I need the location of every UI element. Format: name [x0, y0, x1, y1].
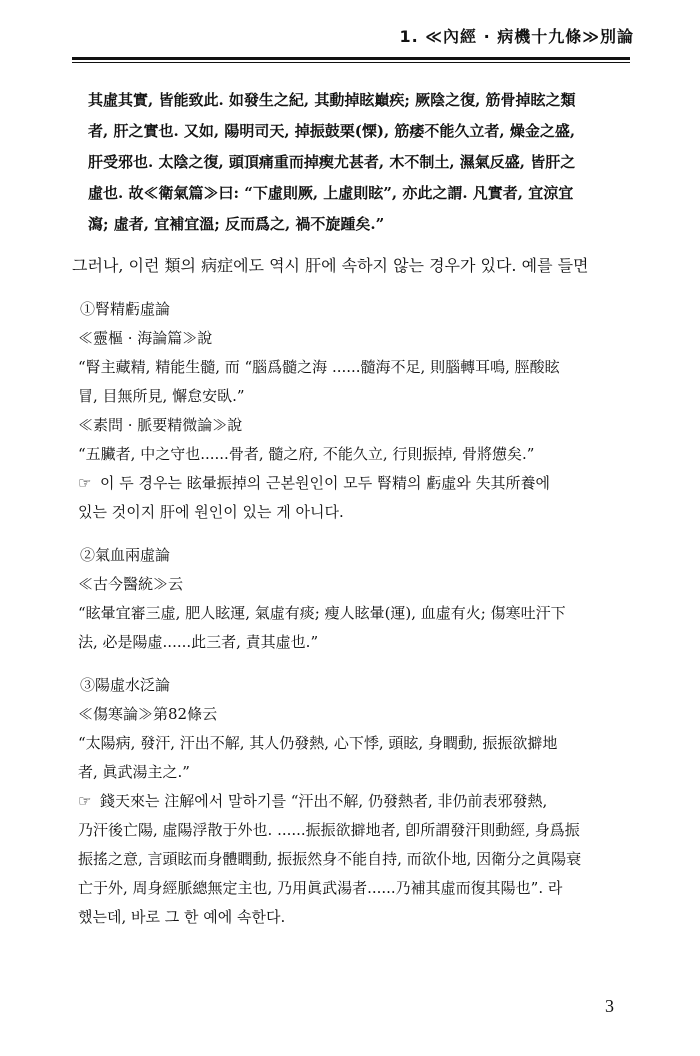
quote-line: 其虛其實, 皆能致此. 如發生之紀, 其動掉眩巔疾; 厥陰之復, 筋骨掉眩之類: [88, 91, 576, 109]
quote-line: 虛也. 故≪衛氣篇≫曰: “下虛則厥, 上虛則眩”, 亦此之謂. 凡實者, 宜涼宜: [88, 184, 574, 202]
section-title: ③陽虛水泛論: [80, 676, 171, 694]
section-line: “太陽病, 發汗, 汗出不解, 其人仍發熱, 心下悸, 頭眩, 身瞤動, 振振欲擗地: [78, 734, 558, 752]
page-number: 3: [605, 996, 614, 1016]
pointing-hand-icon: ☞: [78, 792, 92, 810]
section-kidney-essence: [72, 295, 628, 527]
page-content: [72, 85, 628, 932]
section-line: 冒, 目無所見, 懈怠安臥.”: [78, 387, 245, 405]
note-text: 이 두 경우는 眩暈振掉의 근본원인이 모두 腎精의 虧虛와 失其所養에: [100, 474, 550, 492]
running-header: 1. ≪內經 · 病機十九條≫別論: [399, 27, 634, 46]
note-text: 錢天來는 注解에서 말하기를 “汗出不解, 仍發熱者, 非仍前表邪發熱,: [100, 792, 548, 810]
note-line: 있는 것이지 肝에 원인이 있는 게 아니다.: [78, 503, 344, 521]
quote-line: 瀉; 虛者, 宜補宜溫; 反而爲之, 禍不旋踵矣.”: [88, 215, 385, 233]
section-title: ②氣血兩虛論: [80, 546, 171, 564]
section-line: “五臟者, 中之守也......骨者, 髓之府, 不能久立, 行則振掉, 骨將憊矣.”: [78, 445, 535, 463]
header-rule-thin: [72, 62, 630, 63]
note-line: 振搖之意, 言頭眩而身體瞤動, 振振然身不能自持, 而欲仆地, 因衛分之眞陽衰: [78, 850, 582, 868]
note-line: 했는데, 바로 그 한 예에 속한다.: [78, 908, 286, 926]
section-line: ≪古今醫統≫云: [78, 575, 184, 593]
quote-line: 肝受邪也. 太陰之復, 頭頂痛重而掉瘈尤甚者, 木不制土, 濕氣反盛, 皆肝之: [88, 153, 576, 171]
note-line: [78, 469, 628, 498]
intro-paragraph: 그러나, 이런 類의 病症에도 역시 肝에 속하지 않는 경우가 있다. 예를 들면: [72, 256, 589, 275]
section-line: ≪傷寒論≫第82條云: [78, 705, 218, 723]
note-line: 亡于外, 周身經脈總無定主也, 乃用眞武湯者......乃補其虛而復其陽也”. 라: [78, 879, 563, 897]
header-rule-thick: [72, 57, 630, 60]
section-line: “腎主藏精, 精能生髓, 而 “腦爲髓之海 ......髓海不足, 則腦轉耳鳴, 脛酸眩: [78, 358, 560, 376]
section-line: ≪靈樞 · 海論篇≫說: [78, 329, 213, 347]
section-title: ①腎精虧虛論: [80, 300, 171, 318]
note-line: 乃汗後亡陽, 虛陽浮散于外也. ......振振欲擗地者, 卽所謂發汗則動經, 身爲振: [78, 821, 580, 839]
section-line: “眩暈宜審三虛, 肥人眩運, 氣虛有痰; 瘦人眩暈(運), 血虛有火; 傷寒吐汗下: [78, 604, 566, 622]
section-yang-water: [72, 671, 628, 932]
section-qi-blood: [72, 541, 628, 657]
opening-quote: [72, 85, 628, 240]
section-line: ≪素問 · 脈要精微論≫說: [78, 416, 243, 434]
section-line: 者, 眞武湯主之.”: [78, 763, 190, 781]
quote-line: 者, 肝之實也. 又如, 陽明司天, 掉振鼓栗(慄), 筋痿不能久立者, 燥金之盛,: [88, 122, 576, 140]
pointing-hand-icon: ☞: [78, 474, 92, 492]
note-line: [78, 787, 628, 816]
section-line: 法, 必是陽虛......此三者, 責其虛也.”: [78, 633, 319, 651]
